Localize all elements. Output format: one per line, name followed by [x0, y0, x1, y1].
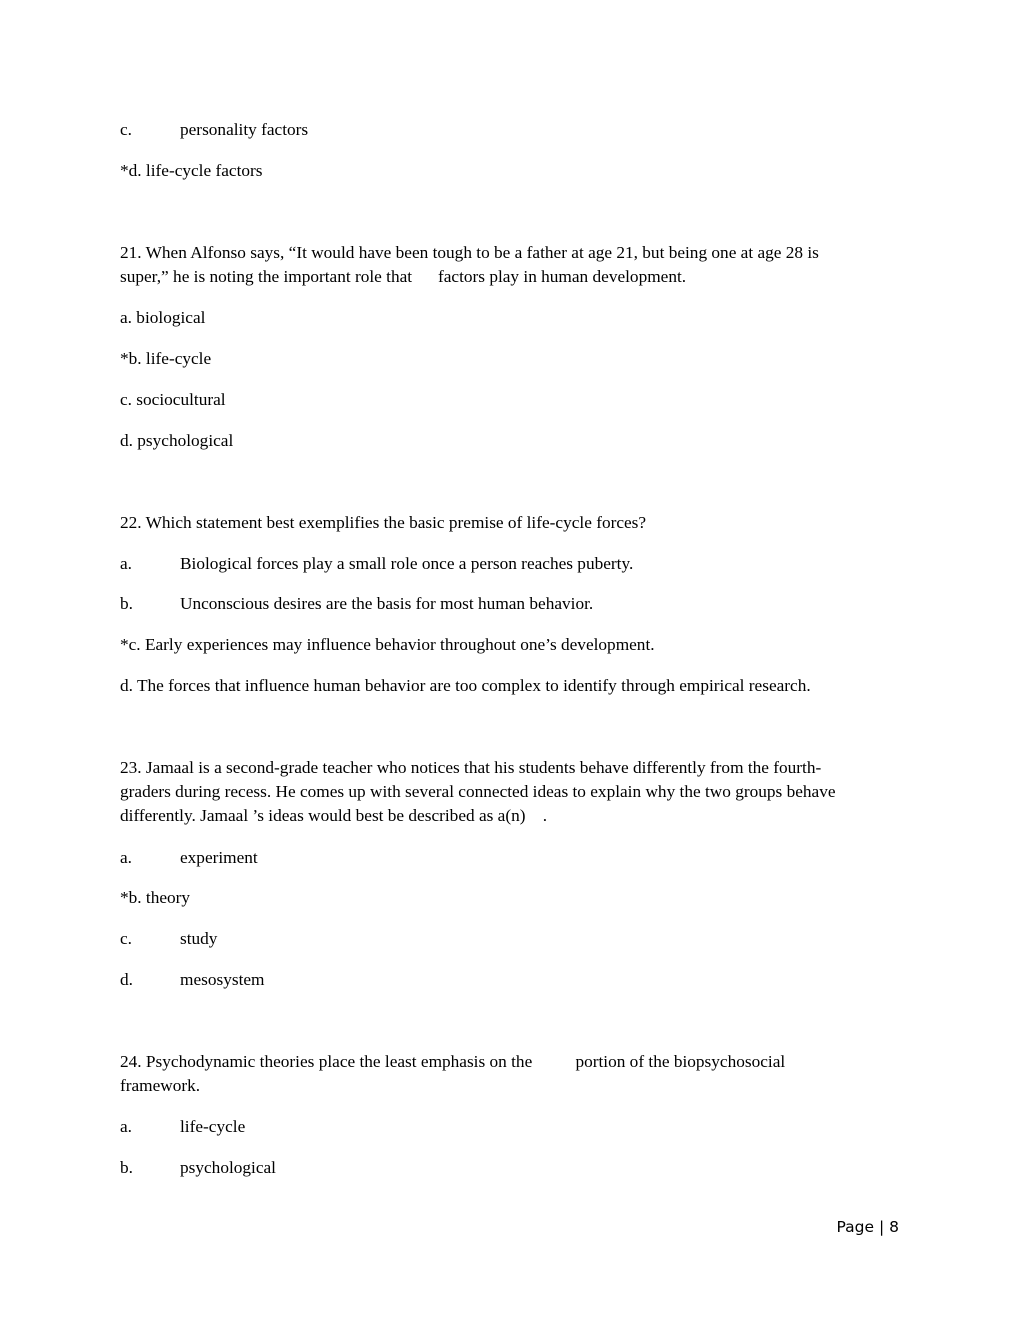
- option-text: mesosystem: [180, 970, 265, 989]
- option-text: study: [180, 929, 218, 948]
- option-text: psychological: [180, 1158, 276, 1177]
- answer-option: [120, 1115, 245, 1139]
- question-line: differently. Jamaal ’s ideas would best be described as a(n) .: [120, 806, 548, 825]
- answer-option: c. sociocultural: [120, 390, 226, 409]
- answer-option: [120, 118, 308, 142]
- answer-option: d. psychological: [120, 431, 234, 450]
- option-letter: c.: [120, 929, 132, 948]
- answer-option-correct: *d. life-cycle factors: [120, 161, 263, 180]
- page-number: Page | 8: [836, 1218, 899, 1236]
- question-21: [120, 241, 900, 289]
- option-letter: a.: [120, 1117, 132, 1136]
- option-letter: a.: [120, 554, 132, 573]
- question-line: 21. When Alfonso says, “It would have been tough to be a father at age 21, but being one at age 28 is: [120, 243, 819, 262]
- option-letter: b.: [120, 1158, 133, 1177]
- option-letter: c.: [120, 120, 132, 139]
- question-line: 23. Jamaal is a second-grade teacher who notices that his students behave differently from the fourth-: [120, 758, 822, 777]
- option-text: personality factors: [180, 120, 309, 139]
- option-text: Unconscious desires are the basis for most human behavior.: [180, 594, 594, 613]
- answer-option: [120, 1156, 276, 1180]
- question-24: [120, 1050, 900, 1098]
- question-23: [120, 756, 900, 828]
- question-22: 22. Which statement best exemplifies the basic premise of life-cycle forces?: [120, 513, 647, 532]
- answer-option-correct: *b. theory: [120, 888, 191, 907]
- question-line: 24. Psychodynamic theories place the least emphasis on the portion of the biopsychosocial: [120, 1052, 786, 1071]
- option-letter: d.: [120, 970, 133, 989]
- question-line: framework.: [120, 1076, 201, 1095]
- answer-option: [120, 927, 217, 951]
- answer-option: [120, 552, 633, 576]
- answer-option: [120, 592, 593, 616]
- option-letter: a.: [120, 848, 132, 867]
- option-text: experiment: [180, 848, 258, 867]
- question-line: graders during recess. He comes up with several connected ideas to explain why the two groups behave: [120, 782, 836, 801]
- question-line: super,” he is noting the important role that factors play in human development.: [120, 267, 687, 286]
- answer-option: d. The forces that influence human behavior are too complex to identify through empirical research.: [120, 676, 811, 695]
- answer-option-correct: *b. life-cycle: [120, 349, 212, 368]
- answer-option: [120, 968, 264, 992]
- answer-option: a. biological: [120, 308, 206, 327]
- answer-option: [120, 846, 258, 870]
- answer-option-correct: *c. Early experiences may influence behavior throughout one’s development.: [120, 635, 655, 654]
- option-text: Biological forces play a small role once a person reaches puberty.: [180, 554, 634, 573]
- option-letter: b.: [120, 594, 133, 613]
- option-text: life-cycle: [180, 1117, 246, 1136]
